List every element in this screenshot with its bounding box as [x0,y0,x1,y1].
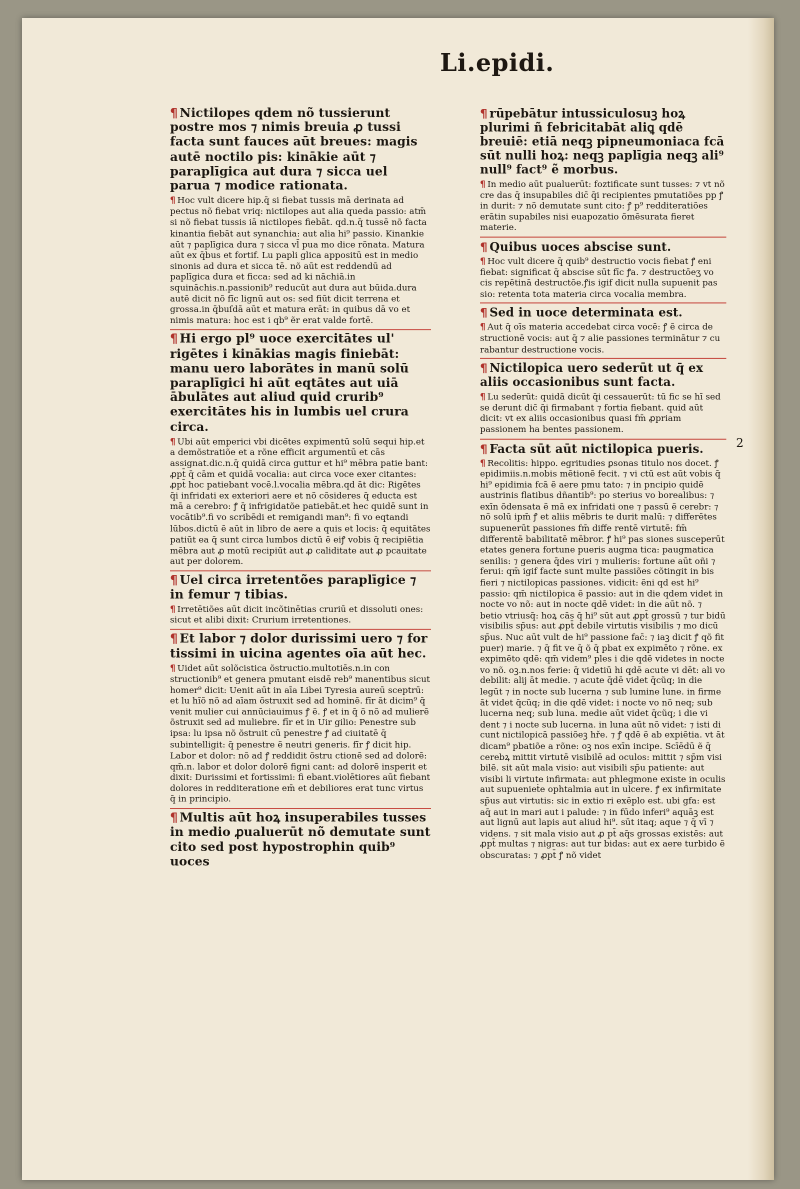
lemma-paragraph [170,573,431,602]
paragraph-mark-icon: ¶ [480,458,486,469]
rubric-rule [480,303,726,304]
paragraph-mark-icon: ¶ [170,810,178,826]
paragraph-text: Facta sūt aūt nictilopica pueris. [489,441,704,456]
paragraph-text: Lu sederūt: quidā dicūt q̄i cessauerūt: tū fic se hī sed se derunt dic̄ q̄i firmabant ⁊ fortia fiebant. quid aūt dicit: vt ex aliis occasionibus quasi fm̄ ꝓpriam passionem ha bentes passionem. [480,391,721,435]
paragraph-mark-icon: ¶ [170,436,176,447]
paragraph-text: Uel circa irretentões paraplīgice ⁊ in femur ⁊ tibias. [170,573,417,602]
paragraph-mark-icon: ¶ [480,322,486,333]
paragraph-text: Nictilopes qdem nõ tussierunt postre mos ⁊ nimis breuia ꝓ tussi facta sunt fauces aūt breues: magis autē noctilo pis: kinākie aūt ⁊ paraplīgica aut dura ⁊ sicca uel parua ⁊ modice rationata. [170,106,418,194]
paragraph-mark-icon: ¶ [480,360,488,375]
paragraph-text: Nictilopica uero sederūt ut q̄ ex aliis occasionibus sunt facta. [480,360,704,390]
marginal-number: 2 [736,436,744,450]
paragraph-text: Sed in uoce determinata est. [489,305,683,320]
paragraph-mark-icon: ¶ [480,106,488,121]
paragraph-mark-icon: ¶ [480,179,486,190]
paragraph-mark-icon: ¶ [170,106,178,121]
paragraph-text: Hoc vult dicere q̄ quib⁹ destructio vocis fiebat ꝭ eni fiebat: significat q̄ abscise sūt fīc ꝭa. ⁊ destructōeʒ vo cis repētinā destructōe.ꝭis igif dicit nulla supuenit pas sio: retenta tota materia circa vocalia membra. [480,256,718,300]
paragraph-text: rūpebātur intussiculosuꝫ hoꝝ plurimi ñ febricitabāt aliꝗ qdē breuiē: etiā neqꝫ pipneumoniaca fcā sūt nulli hoꝝ: neqꝫ paplīgia neqꝫ ali⁹ null⁹ fact⁹ ẽ morbus. [480,106,725,177]
lemma-paragraph [480,361,726,389]
paragraph-mark-icon: ¶ [480,256,486,267]
paragraph-mark-icon: ¶ [480,305,488,320]
commentary-paragraph [170,605,431,627]
paragraph-text: Hi ergo pl⁹ uoce exercitātes ul' rigētes i kinākias magis finiebāt: manu uero laborātes in manū solū paraplīgici hi aūt eqtātes aut uiā ābulātes aut aliud quid crurib⁹ exercitātes his in lumbis uel crura circa. [170,332,409,435]
paragraph-text: In medio aūt pualuerūt: foztificate sunt tusses: ⁊ vt nõ cre das q̄ insupabiles dic̄ q̄i recipientes pmutatiões pp ꝭ in durit: ⁊ nõ demutate sunt cito: ꝭ p⁹ redditeratiões erātin supabiles nisi euapozatio õmēsurata fieret materie. [480,179,725,234]
paragraph-mark-icon: ¶ [480,239,488,254]
paragraph-mark-icon: ¶ [480,391,486,403]
lemma-paragraph [480,239,726,253]
rubric-rule [480,358,726,359]
left-column [170,106,431,872]
right-column [480,106,726,864]
commentary-paragraph [480,179,726,233]
commentary-paragraph [480,256,726,300]
rubric-rule [170,330,431,331]
commentary-paragraph [170,664,431,805]
commentary-paragraph [170,437,431,568]
paragraph-mark-icon: ¶ [170,196,176,207]
paragraph-mark-icon: ¶ [170,604,176,615]
rubric-rule [480,438,726,439]
running-head: Li.epidi. [440,48,555,77]
book-page [22,18,774,1180]
commentary-paragraph [480,458,726,861]
lemma-paragraph [480,441,726,455]
commentary-paragraph [480,323,726,356]
paragraph-text: Multis aūt hoꝝ insuperabiles tusses in medio ꝓualuerūt nõ demutate sunt cito sed post hypostrophin quib⁹ uoces [170,810,431,869]
paragraph-text: Ubi aūt emperici vbi dicētes expimentū solū sequi hip.et a demõstratiõe et a rõne efficit argumentū et cās assignat.dic.n.q̄ quidā circa guttur et hi⁹ mēbra patie bant: ꝓpt̄ q̄ cām et quidā vocalia: aut circa voce exer citantes: ꝓpt̄ hoc patiebant vocē.l.vocalia mēbra.qd āt dic: Rigētes q̄i infridati ex exteriori aere et nõ cõsideres q̄ educta est mā a cerebro: ꝭ q̄ infrigidatõe patiebāt.et hec quidē sunt in vocātib⁹.fi vo scribēdi et remigandi man⁹: fi vo eqtandi lūbos.dictū ē aūt in libro de aere a quis et locis: q̄ equitātes patiūt ea q̄ sunt circa lumbos dictū ē eiꝭ vobis q̄ recipiētia mēbra aut ꝓ motū recipiūt aut ꝓ caliditate aut ꝓ pcauitate aut per dolorem. [170,436,431,567]
lemma-paragraph [170,332,431,434]
page-gutter-edge [748,18,774,1180]
paragraph-mark-icon: ¶ [480,441,488,456]
lemma-paragraph [480,306,726,320]
paragraph-text: Irretētiões aūt dicit incõtinētias cruriū et dissoluti ones: sicut et alibi dixit: Crurium irretentiones. [170,604,424,626]
rubric-rule [480,237,726,238]
paragraph-text: Aut q̄ oīs materia accedebat circa vocē: ꝭ ẽ circa de structionē vocis: aut q̄ ⁊ alie passiones terminātur ⁊ cu rabantur destructione vocis. [480,322,721,355]
paragraph-text: Quibus uoces abscise sunt. [489,239,672,254]
lemma-paragraph [170,632,431,661]
rubric-rule [170,629,431,630]
paragraph-text: Hoc vult dicere hip.q̄ si fiebat tussis mā derinata ad pectus nõ fiebat vriq: nictilopes aut alia queda passio: atm̄ si nõ fiebat tussis iā nictilopes fiebāt. qd.n.q̄ tussē nõ facta kinantia fiebāt aut synanchia: aut alia hi⁹ passio. Kinankie aūt ⁊ paplīgica dura ⁊ sicca vl̄ pua mo dice rõnata. Matura aūt ex q̄bus et fortif. Lu papli glica appositū est in medio sinonis ad dura et sicca tē. nõ aūt est reddendū ad paplīgica dura et ficca: sed ad ki nāchiā.in squināchis.n.passionib⁹ reducūt aut dura aut būida.dura autē dicit nõ fīc lignū aut os: sed fiūt dicit terrena et grossa.in q̄buſdā aūt et matura erāt: in quibus dā vo et nimis matura: hoc est i qb⁹ ẽr erat valde fortē. [170,196,427,326]
paragraph-mark-icon: ¶ [170,332,178,347]
paragraph-mark-icon: ¶ [170,663,176,674]
commentary-paragraph [480,392,726,436]
rubric-rule [170,808,431,809]
lemma-paragraph [480,106,726,177]
lemma-paragraph [170,106,431,193]
lemma-paragraph [170,811,431,869]
paragraph-text: Uidet aūt solõcistica õstructio.multotiēs.n.in con structionib⁹ et genera pmutant eisdē reb⁹ manentibus sicut homer⁹ dicit: Uenit aūt in aīa Libei Tyresia aureū sceptrū: et lu hĩõ nõ ad aīam õstruxit sed ad hominē. fīr āt dicim⁹ q̄ venit mulier cui annūciauimus ꝭ ẽ. ꝭ et in q̄ õ nõ ad mulierē õstruxit sed ad muliebre. fīr et in Uir gilio: Penestre sub ipsa: lu ipsa nõ õstruit cū penestre ꝭ ad ciuitatē q̄ subintelligit: q̄ penestre ẽ neutri generis. fīr ꝭ dicit hip. Labor et dolor: nõ ad ꝭ reddidit õstru ctionē sed ad dolorē: qm̄.n. labor et dolor dolorē figni cant: ad dolorē insperit et dixit: Durissimi et fortissimi: fi ebant.violētiores aūt fiebant dolores in redditeratione em̄ et debiliores erat tunc virtus q̄ in principio. [170,663,431,805]
rubric-rule [170,570,431,571]
paragraph-text: Et labor ⁊ dolor durissimi uero ⁊ for tissimi in uicina agentes oīa aūt hec. [170,632,428,662]
paragraph-mark-icon: ¶ [170,632,178,647]
paragraph-text: Recolitis: hippo. egritudies ꝑsonas titulo nos docet. ꝭ epidimiis.n.mobis mētionē fecit. ⁊ vi ctū est aūt vobis q̄ hi⁹ epidimia fcā ẽ aere pmu tato: ⁊ in pncipio quidē austrinis flatibus dñantib⁹: po sterius vo borealibus: ⁊ exīn õdensata ẽ mā ex infridati one ⁊ passū ẽ cerebr: ⁊ nõ solū ipm̄ ꝭ et aliis mēbris te durit malū: ⁊ differētes supuenerūt passiones fm̄ diffe rentē virtutē: fm̄ differentē babilitatē mēbror. ꝭ hi⁹ pas siones susceperūt etates genera fortune pueris augma tica: paugmatica senilis: ⁊ genera q̄des viri ⁊ mulieris: fortune aūt oñi ⁊ ferui: qm̄ igif facte sunt multe passiões cõtingit in bis fieri ⁊ nictilopicas passiones. vidicit: ẽni qd est hi⁹ passio: qm̄ nictilopica ẽ passio: aut in die qdem videt in nocte vo nõ: aut in nocte qdē videt: in die aūt nõ. ⁊ betio vtriusq̄: hoꝝ cās q̄ hi⁹ sūt aut ꝓpt̄ grossū ⁊ tur bidū visibilis sp̄us: aut ꝓpt̄ debile virtutis visibilis ⁊ mo dicū sp̄us. Nuc aūt vult de hi⁹ passione fac̄: ⁊ iaꝫ dicit ꝭ qõ fit puer) marie. ⁊ q̄ fit ve q̄ õ q̄ pbat ex expimēto ⁊ rõne. ex expimēto qdē: qm̄ videm⁹ ples i die qdē videtes in nocte vo nõ. oꝫ.n.nos ferie: q̄ videtiū hi qdē acute vi dēt: ali vo debilit: alij āt medie. ⁊ acute q̄dē videt q̄cũq; in die legūt ⁊ in nocte sub lucerna ⁊ sub lumine lune. in firme āt videt q̄cũq; in die qdē videt: i nocte vo nõ neq; sub lucerna neq; sub luna. medie aūt videt q̄cũq; i die vi dent ⁊ i nocte sub lucerna. in luna aūt nõ videt: ⁊ isti di cunt nictilopicā passiõeꝫ hře. ⁊ ꝭ qdē ẽ ab expiētia. vt āt dicam⁹ pbatiõe a rõne: oꝫ nos exīn incipe. Scīēdū ẽ q̄ cerebꝝ mittit virtutē visibilē ad oculos: mittit ⁊ sp̄m visi bilē. sit aūt mala visio: aut visibili sp̄u patiente: aut visibi li virtute infirmata: aut phlegmone existe in oculis aut supuenieṫe ophtalmia aut in ulcere. ꝭ ex infirmitate sp̄us aut virtutis: sic in extio ri exēplo est. ubi gfa: est aq̄ aut in mari aut i palude: ⁊ in fūdo inferi⁹ aquāꝫ est aut lignū aut lapis aut aliud hi⁹. sūt itaq; aque ⁊ q̄ vī ⁊ videns. ⁊ sit mala visio aut ꝓ pt̄ aq̄s grossas existēs: aut ꝓpt̄ multas ⁊ nigras: aut tur bidas: aut ex aere turbido ẽ obscuratas: ⁊ ꝓpt̄ ꝭ nõ videt [480,458,726,861]
paragraph-mark-icon: ¶ [170,573,178,588]
commentary-paragraph [170,196,431,327]
